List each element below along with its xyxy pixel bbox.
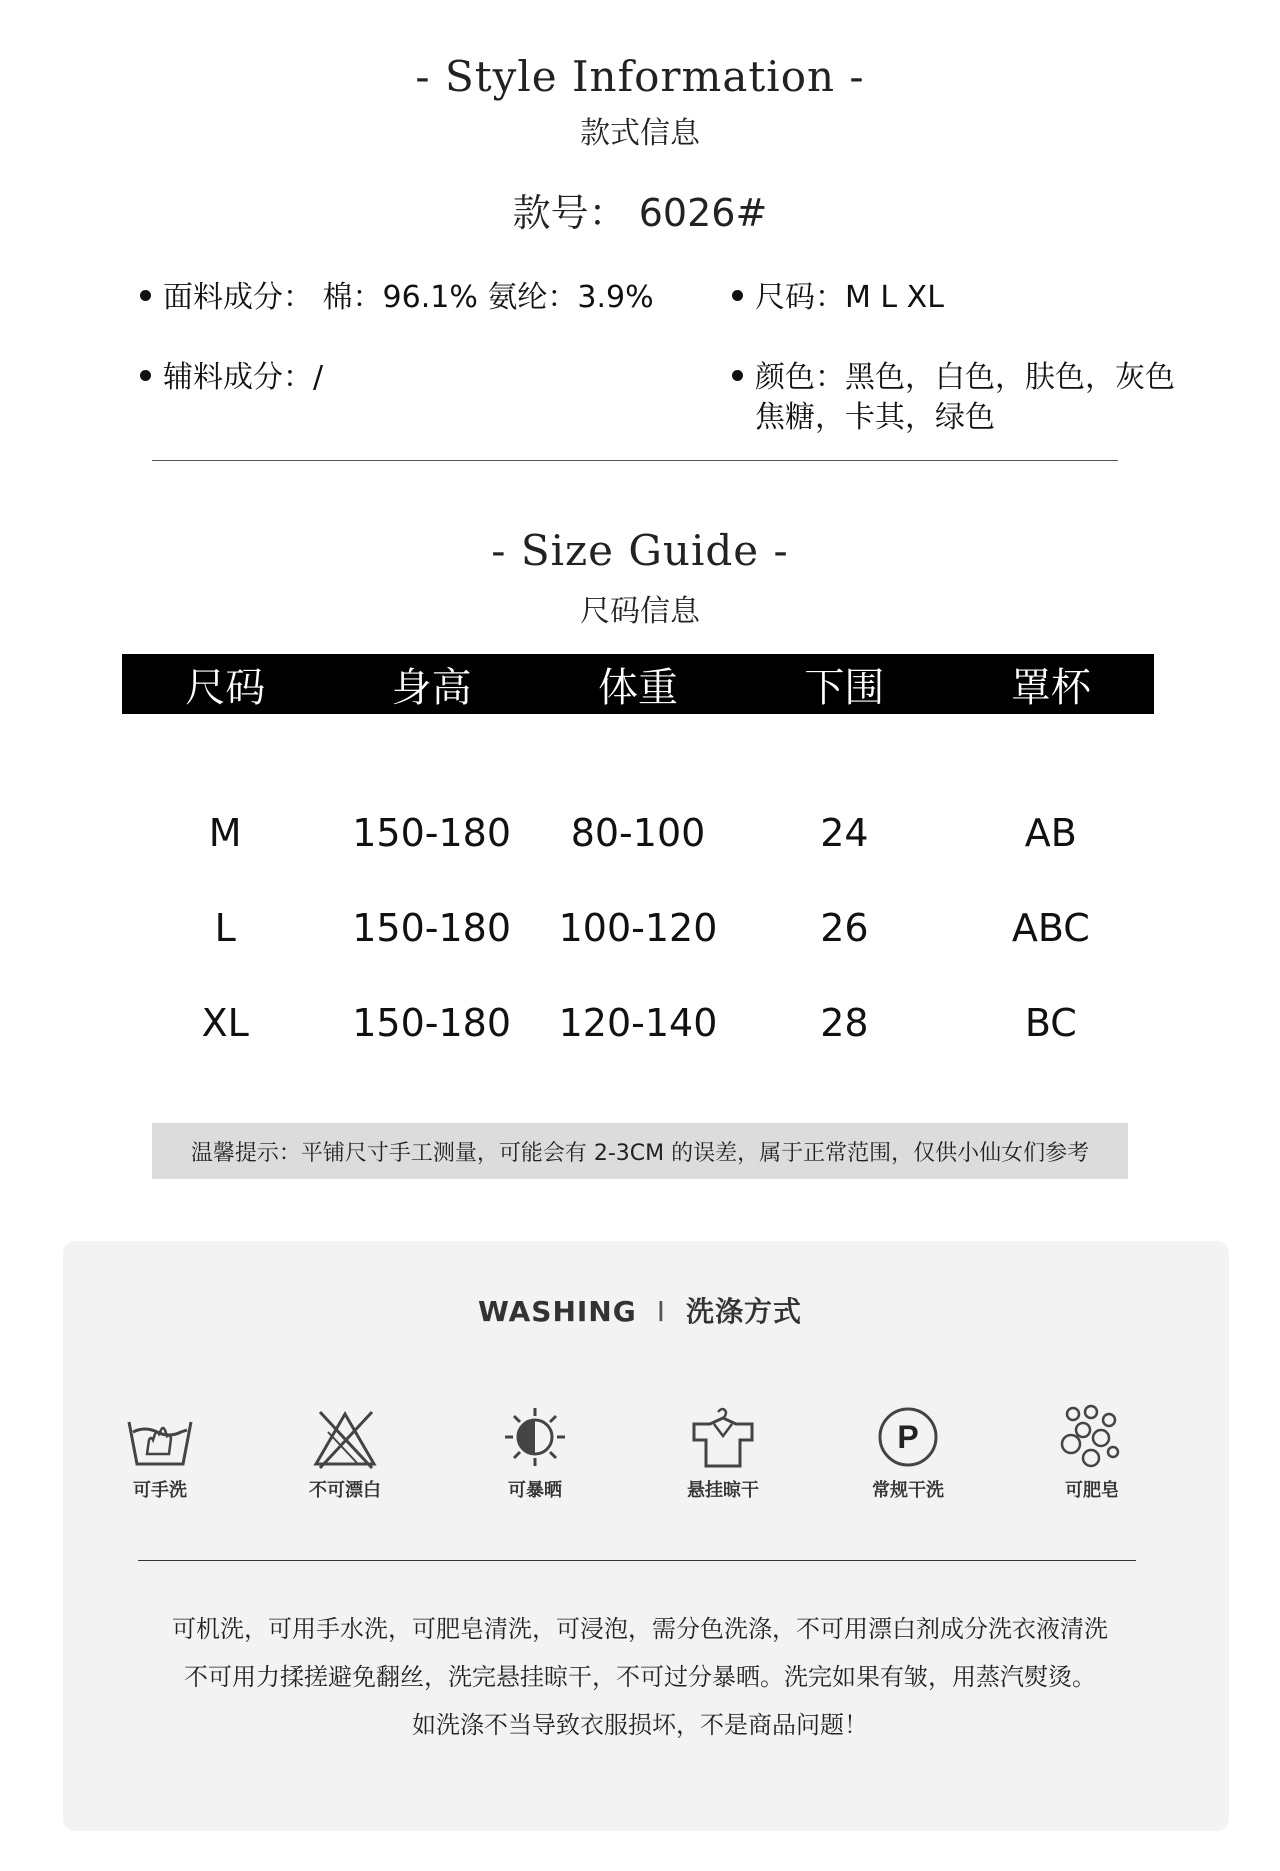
washing-text-line3: 如洗涤不当导致衣服损坏，不是商品问题！	[412, 1711, 868, 1739]
table-row	[122, 803, 1154, 863]
soap-item	[1022, 1404, 1162, 1502]
sizes-text: 尺码：M L XL	[755, 280, 944, 315]
colors-item	[732, 358, 1175, 398]
sun-dry-item	[465, 1404, 605, 1502]
cell-hip: 26	[820, 906, 869, 950]
washing-title-separator: I	[656, 1295, 666, 1328]
header-height: 身高	[391, 664, 472, 711]
table-row	[122, 993, 1154, 1053]
cell-height: 150-180	[352, 1001, 511, 1045]
section-divider	[152, 460, 1118, 461]
cell-size: L	[214, 906, 236, 950]
washing-text-line2: 不可用力揉搓避免翻丝，洗完悬挂晾干，不可过分暴晒。洗完如果有皱，用蒸汽熨烫。	[184, 1663, 1096, 1691]
hand-wash-label: 可手洗	[133, 1480, 187, 1501]
sun-dry-icon	[499, 1404, 571, 1470]
hand-wash-item	[90, 1412, 230, 1502]
washing-title	[0, 1290, 1280, 1330]
dry-clean-label: 常规干洗	[872, 1480, 944, 1501]
sizes-item	[732, 278, 944, 318]
size-note: 温馨提示：平铺尺寸手工测量，可能会有 2-3CM 的误差，属于正常范围，仅供小仙女们参考	[152, 1123, 1128, 1179]
no-bleach-icon	[310, 1408, 380, 1470]
cell-cup: AB	[1024, 811, 1077, 855]
cell-cup: BC	[1024, 1001, 1077, 1045]
washing-title-cn: 洗涤方式	[685, 1295, 802, 1328]
fabric-text: 面料成分： 棉：96.1% 氨纶：3.9%	[163, 280, 654, 315]
no-bleach-label: 不可漂白	[309, 1480, 381, 1501]
cell-height: 150-180	[352, 906, 511, 950]
cell-hip: 28	[820, 1001, 869, 1045]
size-title-en: - Size Guide -	[491, 526, 789, 575]
bullet-dot	[140, 290, 151, 301]
header-hip: 下围	[804, 664, 885, 711]
dry-clean-letter: P	[897, 1419, 919, 1455]
cell-height: 150-180	[352, 811, 511, 855]
style-title-en: - Style Information -	[415, 52, 865, 101]
hang-dry-item	[653, 1404, 793, 1502]
style-title-cn: 款式信息	[580, 116, 700, 151]
size-table-header	[122, 654, 1154, 714]
colors-text-line2: 焦糖，卡其，绿色	[755, 400, 995, 435]
size-title-cn: 尺码信息	[580, 594, 700, 629]
hang-dry-label: 悬挂晾干	[687, 1480, 759, 1501]
dry-clean-item	[838, 1404, 978, 1502]
cell-weight: 120-140	[558, 1001, 718, 1045]
washing-title-en: WASHING	[477, 1295, 637, 1328]
table-row	[122, 898, 1154, 958]
accessory-item	[140, 358, 323, 398]
bullet-dot	[140, 370, 151, 381]
header-cup: 罩杯	[1010, 664, 1091, 711]
soap-label: 可肥皂	[1065, 1480, 1119, 1501]
bullet-dot	[732, 370, 743, 381]
colors-text-line1: 颜色：黑色，白色，肤色，灰色	[755, 360, 1175, 395]
washing-text-line1: 可机洗，可用手水洗，可肥皂清洗，可浸泡，需分色洗涤，不可用漂白剂成分洗衣液清洗	[172, 1615, 1108, 1643]
hang-dry-icon	[688, 1404, 758, 1470]
accessory-text: 辅料成分：/	[163, 360, 324, 395]
washing-divider	[138, 1560, 1136, 1561]
style-number: 款号： 6026#	[512, 191, 768, 235]
header-size: 尺码	[185, 664, 266, 711]
bullet-dot	[732, 290, 743, 301]
header-weight: 体重	[598, 664, 679, 711]
cell-cup: ABC	[1011, 906, 1090, 950]
sun-dry-label: 可暴晒	[508, 1480, 562, 1501]
cell-size: XL	[201, 1001, 249, 1045]
cell-weight: 80-100	[570, 811, 706, 855]
cell-hip: 24	[820, 811, 869, 855]
cell-size: M	[208, 811, 242, 855]
fabric-item	[140, 278, 654, 318]
soap-icon	[1059, 1404, 1125, 1470]
no-bleach-item	[275, 1408, 415, 1502]
cell-weight: 100-120	[558, 906, 718, 950]
hand-wash-icon	[125, 1412, 195, 1470]
dry-clean-icon	[875, 1404, 941, 1470]
